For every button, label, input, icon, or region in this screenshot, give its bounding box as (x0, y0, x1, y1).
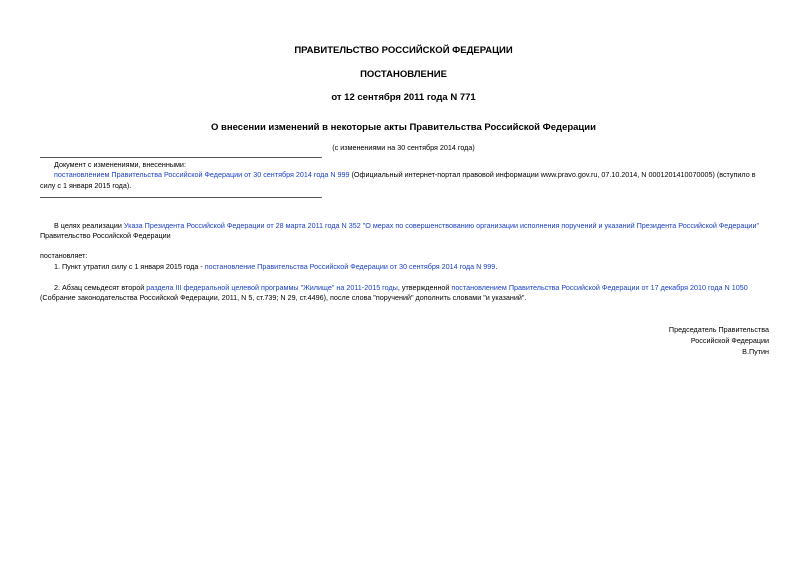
signature-block (669, 324, 769, 357)
doc-type-heading: ПОСТАНОВЛЕНИЕ (360, 69, 447, 80)
changes-line-2: силу с 1 января 2015 года). (40, 181, 132, 190)
item-2-line-1 (54, 283, 748, 294)
resolves-text: постановляет: (40, 251, 88, 260)
signature-title: Председатель Правительства (668, 325, 769, 334)
housing-program-link[interactable]: раздела III федеральной целевой программы "Жилище" на 2011-2015 годы (146, 283, 398, 292)
signature-name: В.Путин (742, 347, 769, 356)
preamble-text: В целях реализации (54, 221, 124, 230)
amended-note: (с изменениями на 30 сентября 2014 года) (332, 143, 475, 152)
signature-country: Российской Федерации (690, 336, 769, 345)
presidential-decree-link[interactable]: Указа Президента Российской Федерации от 28 марта 2011 года N 352 "О мерах по совершенствованию организации исполнения поручений и указаний Президента Российской Федерации" (123, 221, 760, 230)
date-number-heading: от 12 сентября 2011 года N 771 (331, 92, 476, 103)
document-title: О внесении изменений в некоторые акты Правительства Российской Федерации (211, 122, 596, 133)
item-1-end: . (495, 262, 498, 271)
changes-source-text: (Официальный интернет-портал правовой информации www.pravo.gov.ru, 07.10.2014, N 0001201410070005) (вступило в (349, 170, 756, 179)
resolution-1050-link[interactable]: постановлением Правительства Российской Федерации от 17 декабря 2010 года N 1050 (451, 283, 748, 292)
amendment-link[interactable]: постановлением Правительства Российской Федерации от 30 сентября 2014 года N 999 (54, 170, 350, 179)
item-1-text: 1. Пункт утратил силу с 1 января 2015 года - (54, 262, 205, 271)
changes-top-rule (40, 157, 322, 158)
changes-bottom-rule (40, 197, 322, 198)
preamble-line-1 (54, 221, 759, 232)
item-2-text: 2. Абзац семьдесят второй (54, 283, 147, 292)
government-heading: ПРАВИТЕЛЬСТВО РОССИЙСКОЙ ФЕДЕРАЦИИ (294, 45, 513, 56)
item-1-link[interactable]: постановление Правительства Российской Федерации от 30 сентября 2014 года N 999 (204, 262, 496, 271)
item-2-middle: , утвержденной (397, 283, 452, 292)
item-2-line-2: (Собрание законодательства Российской Федерации, 2011, N 5, ст.739; N 29, ст.4496), после слова "поручений" дополнить словами "и указаний". (40, 293, 527, 302)
changes-line-1 (54, 170, 770, 181)
preamble-line-2: Правительство Российской Федерации (40, 231, 171, 240)
changes-intro: Документ с изменениями, внесенными: (54, 160, 186, 169)
item-1 (54, 262, 497, 273)
